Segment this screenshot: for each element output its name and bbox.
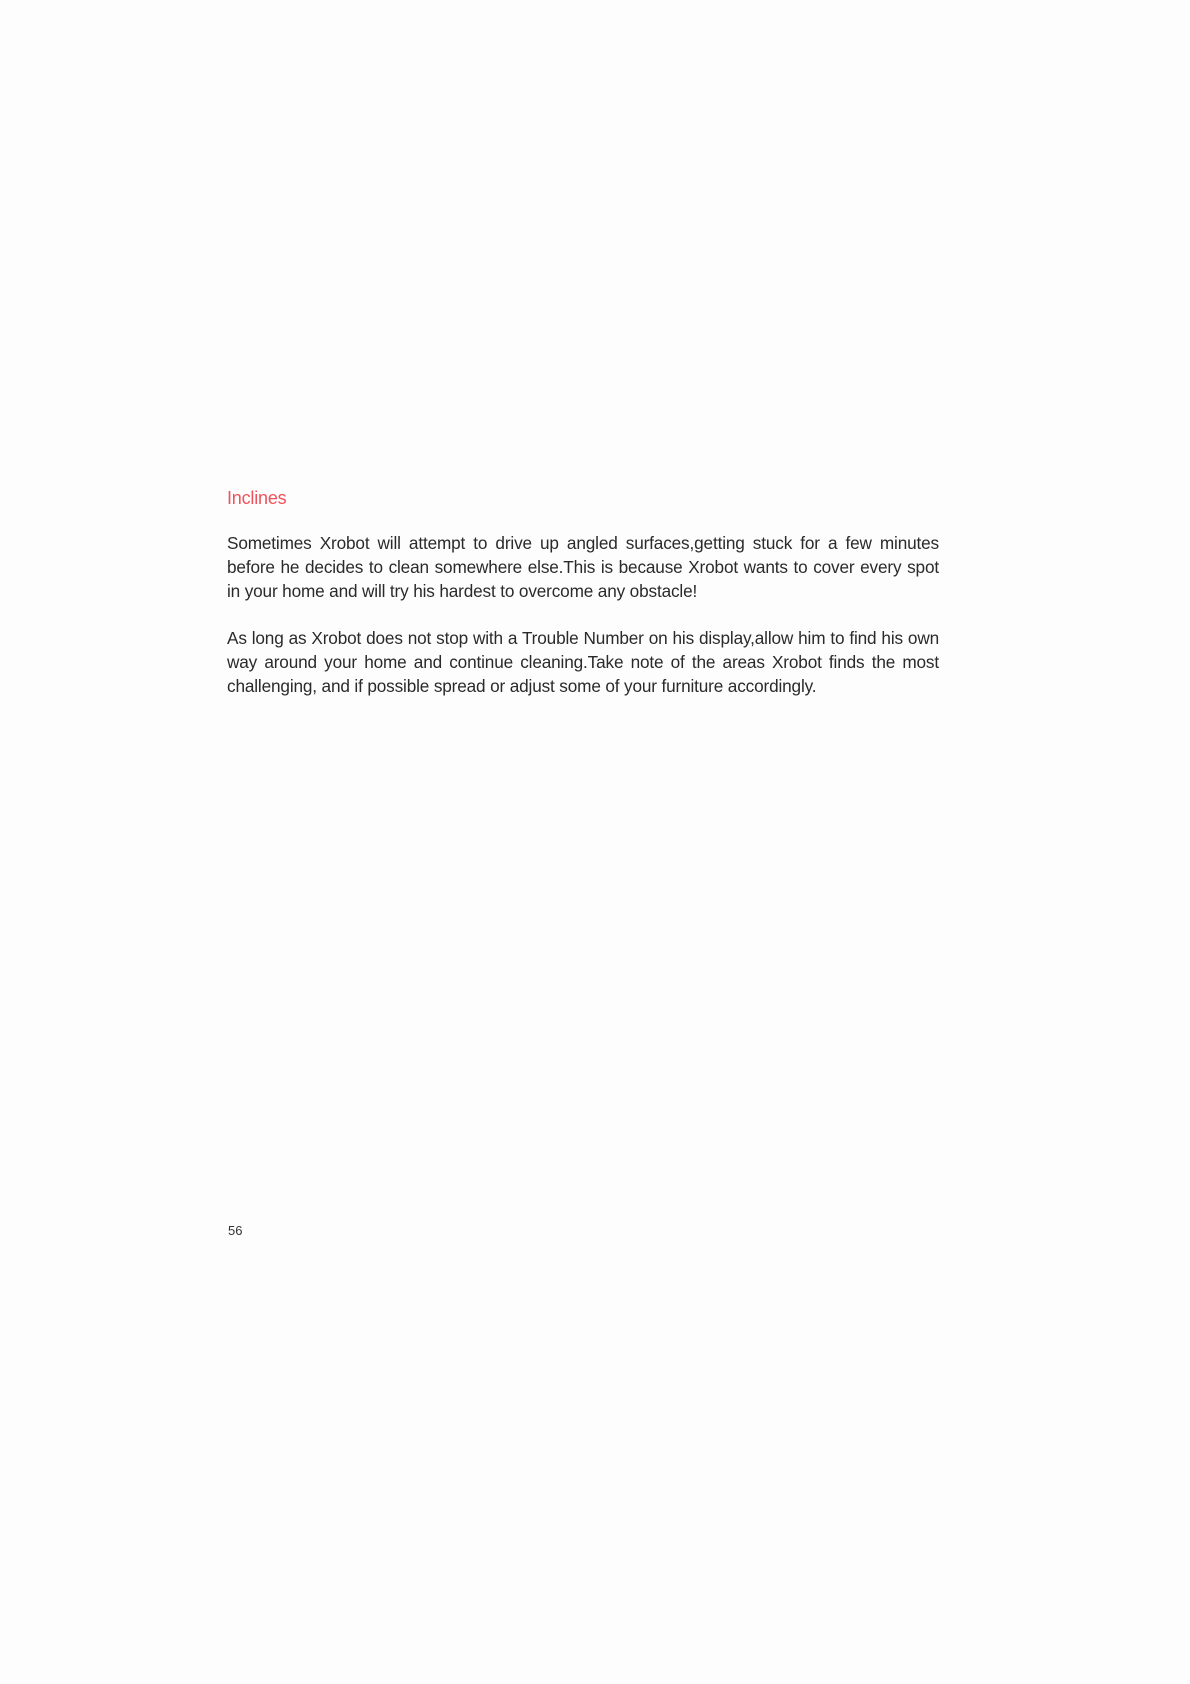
- paragraph-trouble-number: As long as Xrobot does not stop with a Trouble Number on his display,allow him to find his own way around your home and continue cleaning.Take note of the areas Xrobot finds the most challenging, and if possible spread or adjust some of your furniture accordingly.: [227, 628, 939, 696]
- inclines-section: [227, 487, 939, 699]
- paragraph-inclines-stuck: Sometimes Xrobot will attempt to drive up angled surfaces,getting stuck for a few minutes before he decides to clean somewhere else.This is because Xrobot wants to cover every spot in your home and will try his hardest to overcome any obstacle!: [227, 533, 939, 601]
- section-title: Inclines: [227, 488, 287, 508]
- page-number: 56: [228, 1223, 243, 1238]
